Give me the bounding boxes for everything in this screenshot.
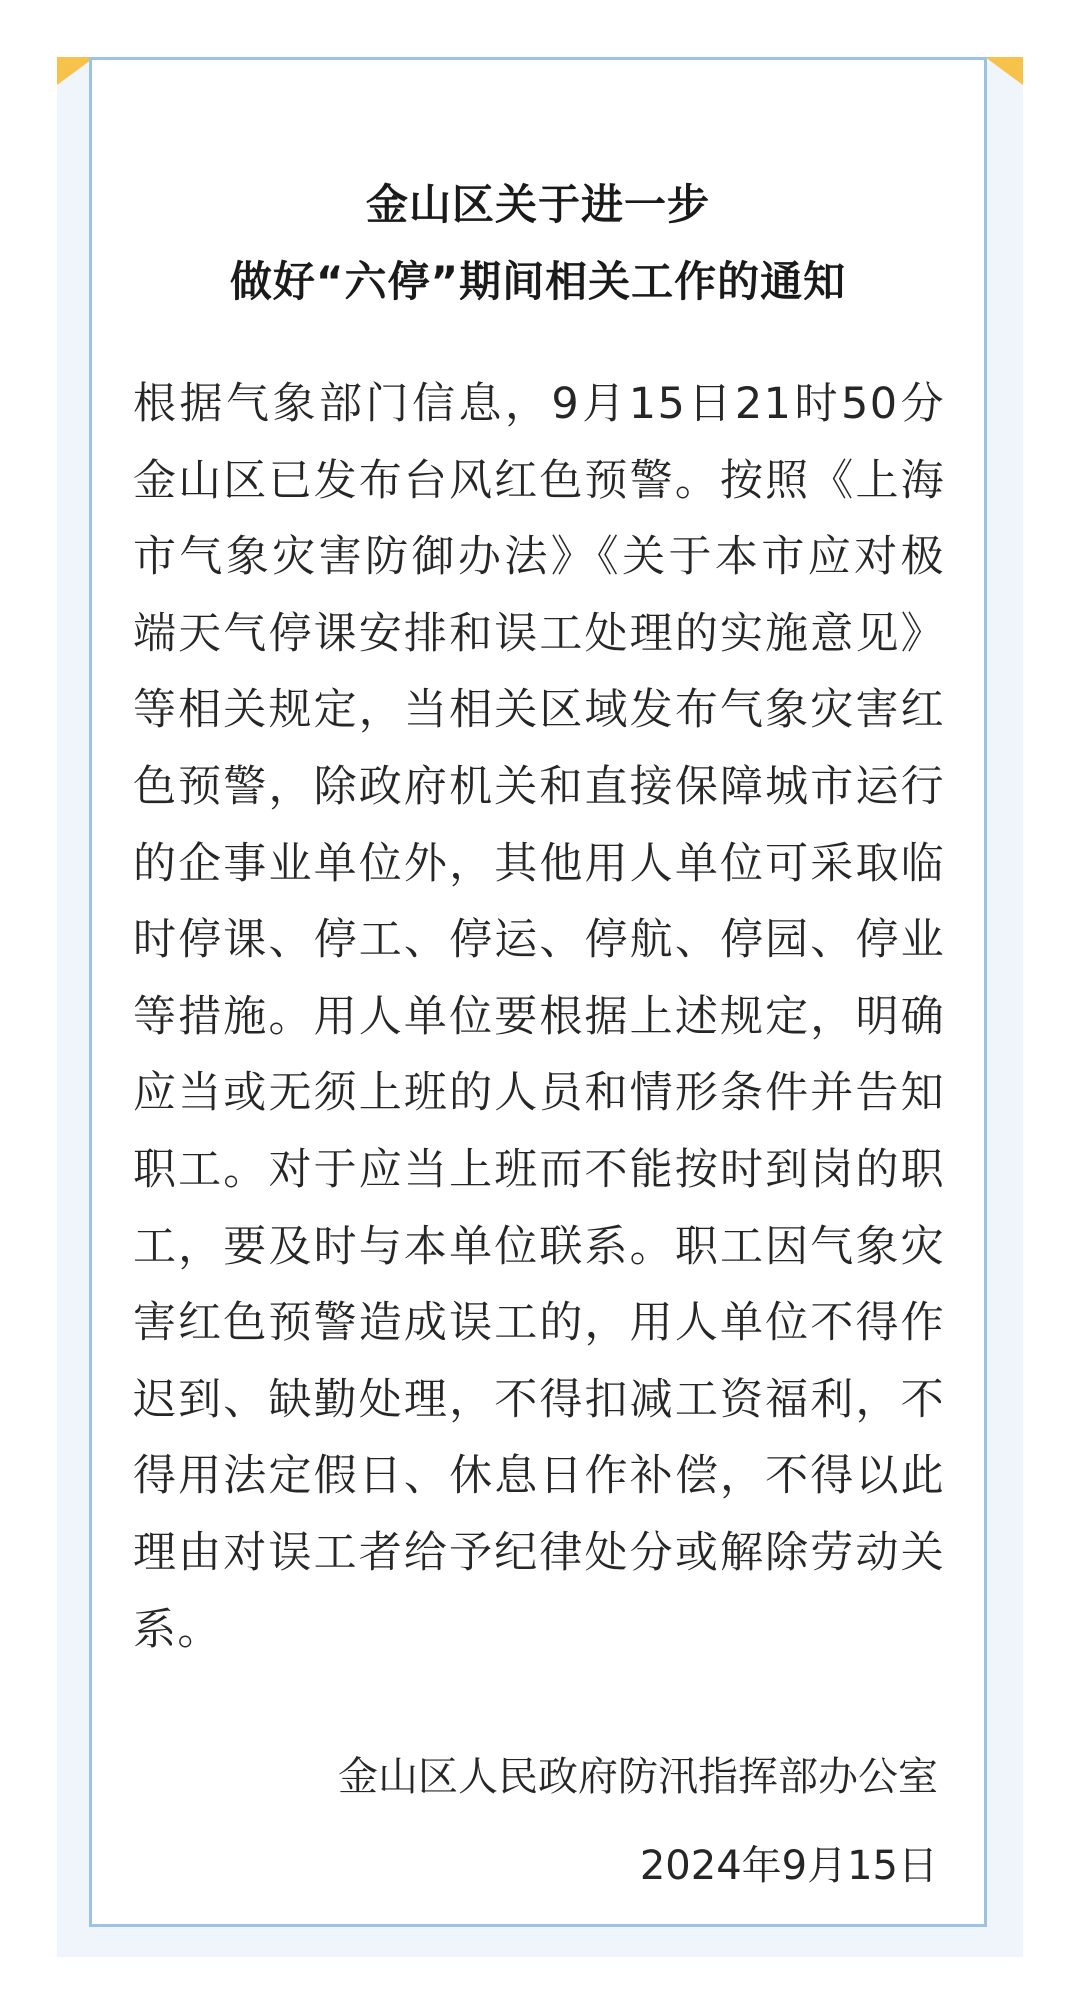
notice-title-line-2: 做好“六停”期间相关工作的通知 bbox=[229, 257, 847, 306]
notice-body: 根据气象部门信息，9月15日21时50分金山区已发布台风红色预警。按照《上海市气象灾害防御办法》《关于本市应对极端天气停课安排和误工处理的实施意见》等相关规定，当相关区域发布气象灾害红色预警，除政府机关和直接保障城市运行的企事业单位外，其他用人单位可采取临时停课、停工、停运、停航、停园、停业等措施。用人单位要根据上述规定，明确应当或无须上班的人员和情形条件并告知职工。对于应当上班而不能按时到岗的职工，要及时与本单位联系。职工因气象灾害红色预警造成误工的，用人单位不得作迟到、缺勤处理，不得扣减工资福利，不得用法定假日、休息日作补偿，不得以此理由对误工者给予纪律处分或解除劳动关系。 bbox=[133, 379, 945, 1655]
notice-card bbox=[89, 57, 987, 1927]
corner-decoration-right bbox=[985, 57, 1023, 85]
issuer-signature: 金山区人民政府防汛指挥部办公室 bbox=[338, 1754, 938, 1800]
notice-title-line-1: 金山区关于进一步 bbox=[365, 180, 710, 229]
issue-date: 2024年9月15日 bbox=[639, 1843, 938, 1889]
